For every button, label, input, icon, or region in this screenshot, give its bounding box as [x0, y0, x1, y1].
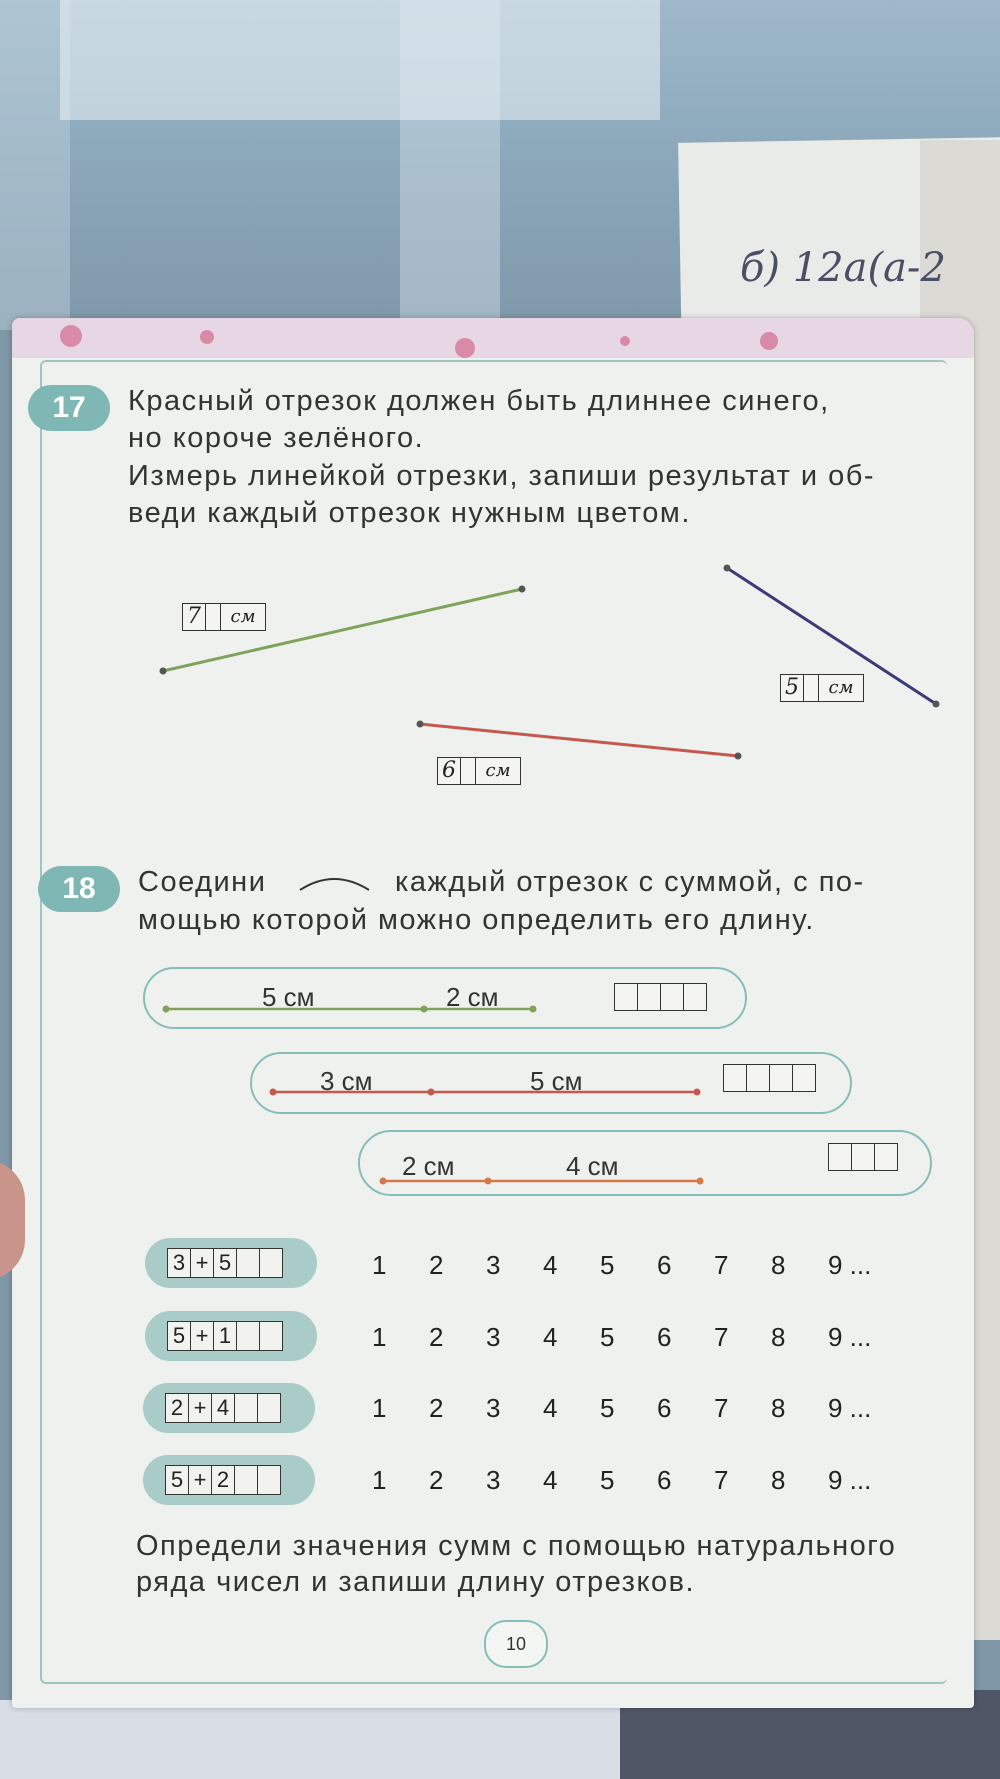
row-number: 8 — [771, 1250, 786, 1280]
sum-addend: 3 — [168, 1249, 191, 1277]
sum-card-1[interactable] — [145, 1238, 317, 1288]
segment-point — [380, 1178, 387, 1185]
row-number: 2 — [429, 1322, 444, 1352]
segment-label: 2 см — [446, 982, 499, 1012]
segment-label: 2 см — [402, 1151, 455, 1181]
blank-cell — [258, 1394, 280, 1422]
segment-point — [421, 1006, 428, 1013]
task18-text-line2: мощью которой можно определить его длину. — [138, 904, 815, 936]
row-number: 6 — [657, 1465, 672, 1495]
length-answer-box[interactable] — [723, 1064, 816, 1092]
sum-addend: 2 — [166, 1394, 189, 1422]
segment-point — [485, 1178, 492, 1185]
task17-text-line2: но короче зелёного. — [128, 422, 425, 454]
task-number-17: 17 — [28, 385, 110, 431]
row-number: 3 — [486, 1393, 501, 1423]
row-number: 1 — [372, 1250, 387, 1280]
row-number: 7 — [714, 1393, 729, 1423]
row-number: 7 — [714, 1465, 729, 1495]
task18-text-line1a: Соедини — [138, 866, 267, 898]
plus-sign: + — [191, 1322, 214, 1350]
row-number: 4 — [543, 1250, 558, 1280]
answer-unit: см — [828, 677, 854, 698]
task18-footer-line2: ряда чисел и запиши длину отрезков. — [136, 1566, 696, 1598]
blank-cell — [235, 1394, 258, 1422]
plus-sign: + — [191, 1249, 214, 1277]
sum-addend: 5 — [214, 1249, 237, 1277]
task18-footer-line1: Определи значения сумм с помощью натурального — [136, 1530, 897, 1562]
task18-text-line1b: каждый отрезок с суммой, с по- — [395, 866, 865, 898]
row-number: 9 ... — [828, 1465, 872, 1495]
sum-card-2[interactable] — [145, 1311, 317, 1361]
row-number: 1 — [372, 1393, 387, 1423]
row-number: 8 — [771, 1393, 786, 1423]
number-row — [372, 1322, 908, 1353]
sum-addend: 4 — [212, 1394, 235, 1422]
sum-card-3[interactable] — [143, 1383, 315, 1433]
sticky-note-text: б) 12а(а-2 — [740, 245, 946, 291]
row-number: 3 — [486, 1250, 501, 1280]
sum-addend: 5 — [168, 1322, 191, 1350]
segment-point — [163, 1006, 170, 1013]
row-number: 4 — [543, 1393, 558, 1423]
blank-cell — [237, 1322, 260, 1350]
sum-expression — [167, 1321, 283, 1351]
row-number: 2 — [429, 1393, 444, 1423]
row-number: 1 — [372, 1322, 387, 1352]
blank-cell — [260, 1249, 282, 1277]
row-number: 2 — [429, 1250, 444, 1280]
segment-label: 3 см — [320, 1066, 373, 1096]
task17-text-line3: Измерь линейкой отрезки, запиши результат и об- — [128, 460, 876, 492]
task17-text-line4: веди каждый отрезок нужным цветом. — [128, 497, 691, 529]
length-answer-box[interactable] — [614, 983, 707, 1011]
segment-point — [694, 1089, 701, 1096]
number-row — [372, 1250, 908, 1281]
sum-expression — [165, 1393, 281, 1423]
row-number: 5 — [600, 1393, 615, 1423]
sum-addend: 5 — [166, 1466, 189, 1494]
row-number: 8 — [771, 1322, 786, 1352]
row-number: 7 — [714, 1250, 729, 1280]
segment-point — [428, 1089, 435, 1096]
blank-cell — [237, 1249, 260, 1277]
row-number: 5 — [600, 1465, 615, 1495]
row-number: 6 — [657, 1322, 672, 1352]
answer-unit: см — [230, 606, 256, 627]
row-number: 1 — [372, 1465, 387, 1495]
row-number: 9 ... — [828, 1322, 872, 1352]
row-number: 3 — [486, 1465, 501, 1495]
row-number: 9 ... — [828, 1250, 872, 1280]
plus-sign: + — [189, 1394, 212, 1422]
row-number: 3 — [486, 1322, 501, 1352]
sum-card-4[interactable] — [143, 1455, 315, 1505]
task-number-18: 18 — [38, 866, 120, 912]
row-number: 6 — [657, 1250, 672, 1280]
number-row — [372, 1393, 908, 1424]
segment-label: 5 см — [530, 1066, 583, 1096]
row-number: 5 — [600, 1322, 615, 1352]
task17-text-line1: Красный отрезок должен быть длиннее синего, — [128, 385, 830, 417]
row-number: 8 — [771, 1465, 786, 1495]
row-number: 9 ... — [828, 1393, 872, 1423]
segment-point — [697, 1178, 704, 1185]
page-number: 10 — [484, 1620, 548, 1668]
segment-label: 4 см — [566, 1151, 619, 1181]
length-answer-box[interactable] — [828, 1143, 898, 1171]
segment-label: 5 см — [262, 982, 315, 1012]
answer-unit: см — [485, 760, 511, 781]
blank-cell — [258, 1466, 280, 1494]
row-number: 7 — [714, 1322, 729, 1352]
segment-point — [270, 1089, 277, 1096]
sum-addend: 2 — [212, 1466, 235, 1494]
sum-expression — [167, 1248, 283, 1278]
answer-value: 5 — [781, 675, 804, 701]
answer-value: 7 — [183, 604, 206, 630]
blank-cell — [235, 1466, 258, 1494]
number-row — [372, 1465, 908, 1496]
row-number: 5 — [600, 1250, 615, 1280]
plus-sign: + — [189, 1466, 212, 1494]
answer-value: 6 — [438, 758, 461, 784]
row-number: 4 — [543, 1322, 558, 1352]
row-number: 4 — [543, 1465, 558, 1495]
sum-addend: 1 — [214, 1322, 237, 1350]
segment-point — [530, 1006, 537, 1013]
row-number: 2 — [429, 1465, 444, 1495]
row-number: 6 — [657, 1393, 672, 1423]
blank-cell — [260, 1322, 282, 1350]
sum-expression — [165, 1465, 281, 1495]
